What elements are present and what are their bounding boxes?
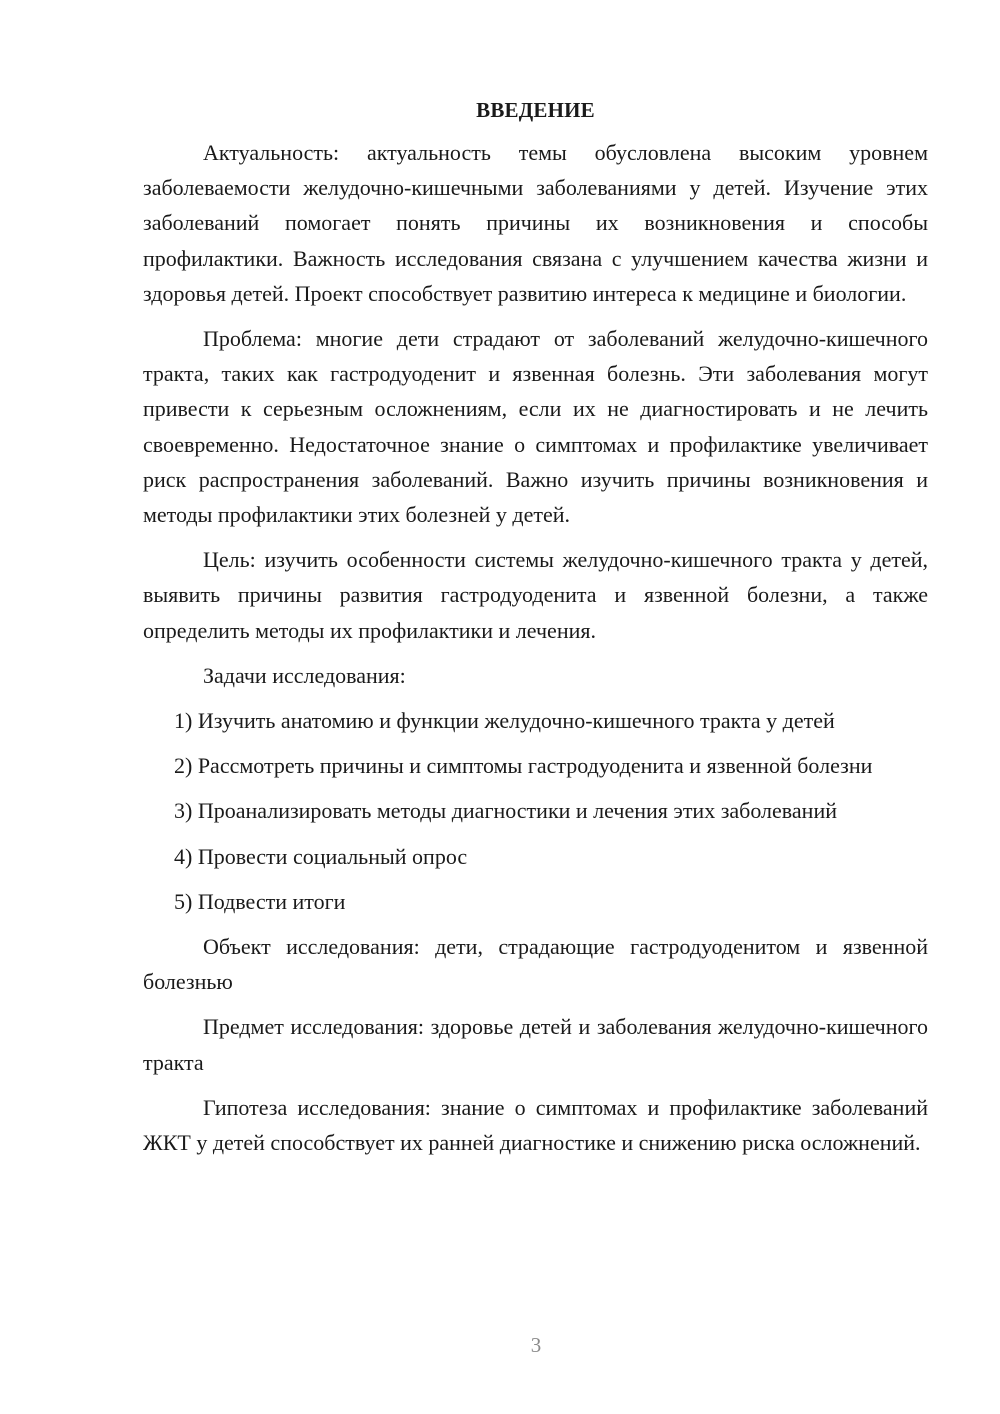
task-item-3: 3) Проанализировать методы диагностики и лечения этих заболеваний: [174, 798, 837, 824]
task-item-5: 5) Подвести итоги: [174, 888, 346, 914]
paragraph-goal: Цель: изучить особенности системы желудочно-кишечного тракта у детей, выявить причины развития гастродуоденита и язвенной болезни, а также определить методы их профилактики и лечения.: [143, 547, 928, 643]
paragraph-problem: Проблема: многие дети страдают от заболеваний желудочно-кишечного тракта, таких как гастродуоденит и язвенная болезнь. Эти заболевания могут привести к серьезным осложнениям, если их не диагностировать и не лечить своевременно. Недостаточное знание о симптомах и профилактике увеличивает риск распространения заболеваний. Важно изучить причины возникновения и методы профилактики этих болезней у детей.: [143, 326, 928, 528]
tasks-heading: Задачи исследования:: [203, 662, 406, 688]
task-item-1: 1) Изучить анатомию и функции желудочно-кишечного тракта у детей: [174, 708, 835, 734]
paragraph-object: Объект исследования: дети, страдающие гастродуоденитом и язвенной болезнью: [143, 934, 928, 995]
page-body: [143, 94, 928, 1170]
section-title: ВВЕДЕНИЕ: [476, 98, 595, 122]
paragraph-relevance: Актуальность: актуальность темы обусловлена высоким уровнем заболеваемости желудочно-кишечными заболеваниями у детей. Изучение этих заболеваний помогает понять причины их возникновения и способы профилактики. Важность исследования связана с улучшением качества жизни и здоровья детей. Проект способствует развитию интереса к медицине и биологии.: [143, 140, 928, 306]
task-item-4: 4) Провести социальный опрос: [174, 843, 468, 869]
paragraph-hypothesis: Гипотеза исследования: знание о симптомах и профилактике заболеваний ЖКТ у детей способствует их ранней диагностике и снижению риска осложнений.: [143, 1094, 928, 1156]
page-number: 3: [530, 1333, 542, 1357]
paragraph-subject: Предмет исследования: здоровье детей и заболевания желудочно-кишечного тракта: [143, 1014, 928, 1075]
task-item-2: 2) Рассмотреть причины и симптомы гастродуоденита и язвенной болезни: [174, 753, 873, 779]
